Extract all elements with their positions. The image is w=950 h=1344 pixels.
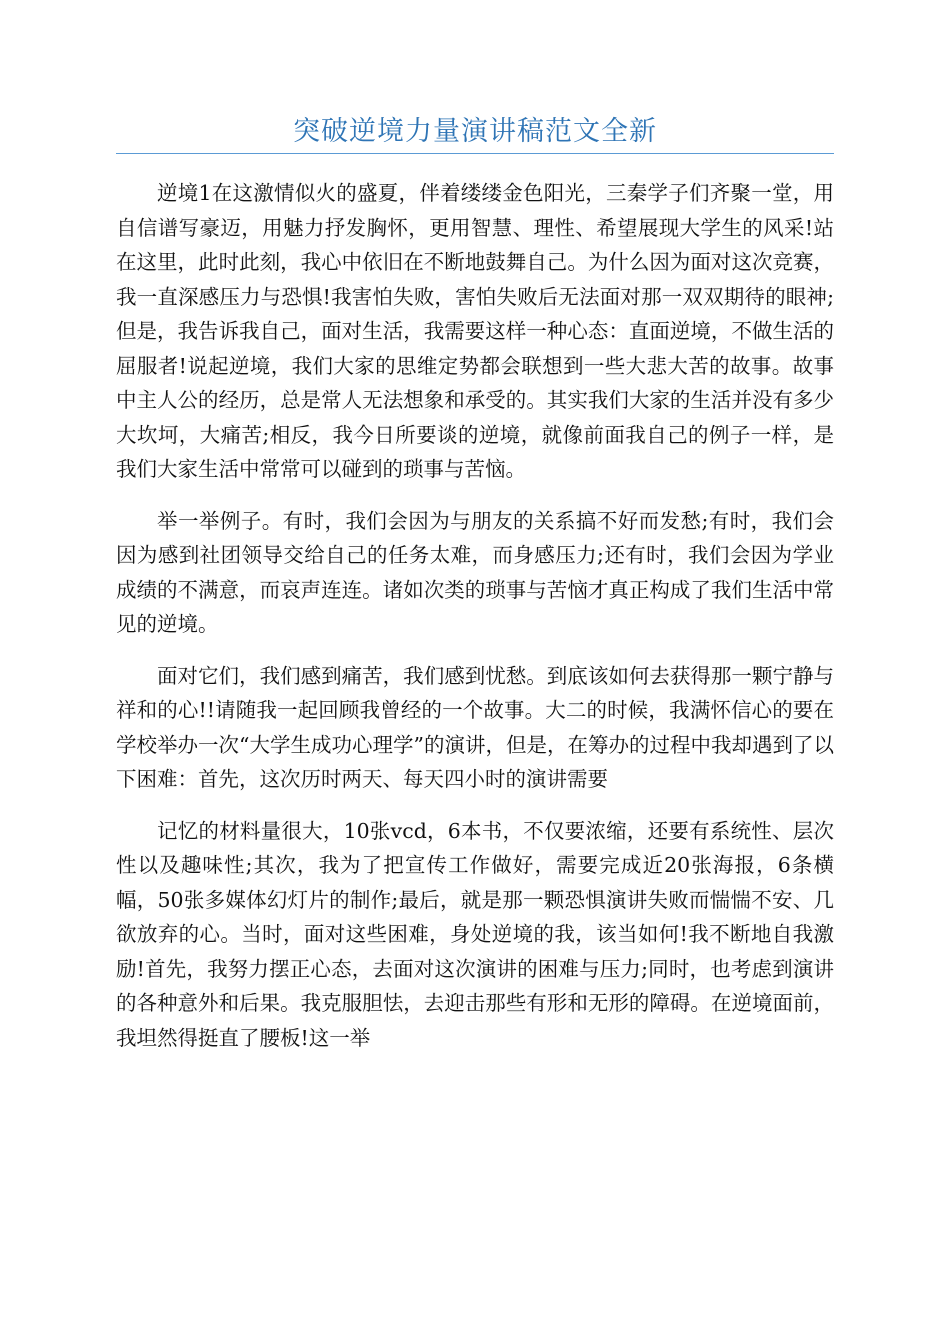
paragraph-2: 举一举例子。有时，我们会因为与朋友的关系搞不好而发愁;有时，我们会因为感到社团领导交给自己的任务太难，而身感压力;还有时，我们会因为学业成绩的不满意，而哀声连连。诸如次类的琐事与苦恼才真正构成了我们生活中常见的逆境。 (116, 508, 834, 636)
title-underline (116, 153, 834, 154)
paragraph-3: 面对它们，我们感到痛苦，我们感到忧愁。到底该如何去获得那一颗宁静与祥和的心!!请随我一起回顾我曾经的一个故事。大二的时候，我满怀信心的要在学校举办一次“大学生成功心理学”的演讲，但是，在筹办的过程中我却遇到了以下困难：首先，这次历时两天、每天四小时的演讲需要 (116, 663, 834, 791)
paragraph-1: 逆境1在这激情似火的盛夏，伴着缕缕金色阳光，三秦学子们齐聚一堂，用自信谱写豪迈，用魅力抒发胸怀，更用智慧、理性、希望展现大学生的风采!站在这里，此时此刻，我心中依旧在不断地鼓舞自己。为什么因为面对这次竞赛，我一直深感压力与恐惧!我害怕失败，害怕失败后无法面对那一双双期待的眼神;但是，我告诉我自己，面对生活，我需要这样一种心态：直面逆境，不做生活的屈服者!说起逆境，我们大家的思维定势都会联想到一些大悲大苦的故事。故事中主人公的经历，总是常人无法想象和承受的。其实我们大家的生活并没有多少大坎坷，大痛苦;相反，我今日所要谈的逆境，就像前面我自己的例子一样，是我们大家生活中常常可以碰到的琐事与苦恼。 (116, 181, 834, 481)
paragraph-4: 记忆的材料量很大，10张vcd，6本书，不仅要浓缩，还要有系统性、层次性以及趣味性;其次，我为了把宣传工作做好，需要完成近20张海报，6条横幅，50张多媒体幻灯片的制作;最后，就是那一颗恐惧演讲失败而惴惴不安、几欲放弃的心。当时，面对这些困难，身处逆境的我，该当如何!我不断地自我激励!首先，我努力摆正心态，去面对这次演讲的困难与压力;同时，也考虑到演讲的各种意外和后果。我克服胆怯，去迎击那些有形和无形的障碍。在逆境面前，我坦然得挺直了腰板!这一举 (116, 818, 834, 1050)
document-body (116, 176, 834, 1072)
document-title: 突破逆境力量演讲稿范文全新 (293, 116, 657, 147)
